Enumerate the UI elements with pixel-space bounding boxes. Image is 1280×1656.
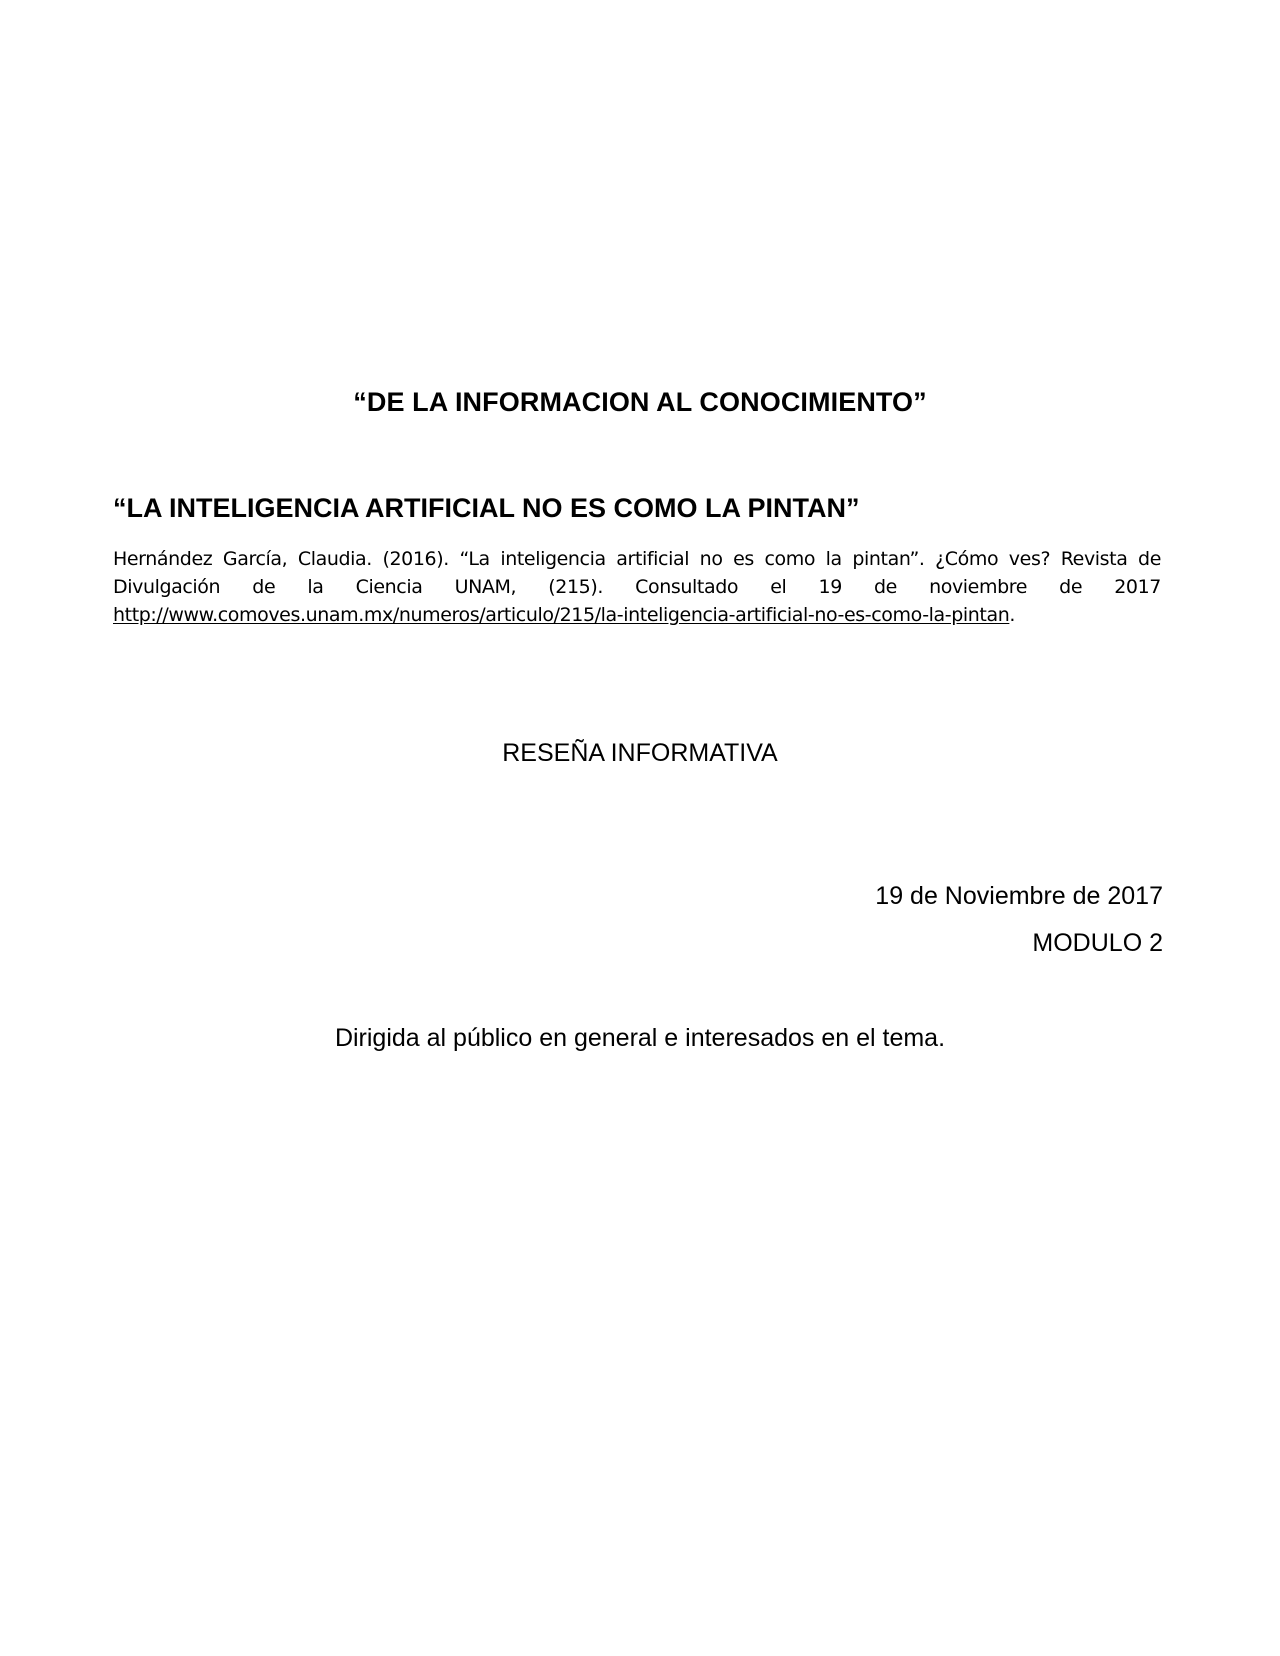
main-title: “DE LA INFORMACION AL CONOCIMIENTO” (353, 387, 927, 417)
citation (113, 545, 1161, 629)
module-label: MODULO 2 (1032, 929, 1163, 957)
citation-line-3 (113, 601, 1161, 629)
citation-line-1: Hernández García, Claudia. (2016). “La inteligencia artificial no es como la pintan”. ¿Cómo ves? Revista de (113, 548, 1161, 570)
citation-url-suffix: . (1009, 604, 1015, 626)
review-type-heading: RESEÑA INFORMATIVA (502, 739, 778, 767)
article-title: “LA INTELIGENCIA ARTIFICIAL NO ES COMO LA PINTAN” (113, 493, 860, 523)
citation-line-2: Divulgación de la Ciencia UNAM, (215). Consultado el 19 de noviembre de 2017 (113, 576, 1161, 598)
audience-statement: Dirigida al público en general e interesados en el tema. (334, 1024, 946, 1052)
citation-url-link[interactable]: http://www.comoves.unam.mx/numeros/articulo/215/la-inteligencia-artificial-no-es-como-la-pintan (113, 604, 1010, 626)
document-date: 19 de Noviembre de 2017 (875, 882, 1163, 910)
